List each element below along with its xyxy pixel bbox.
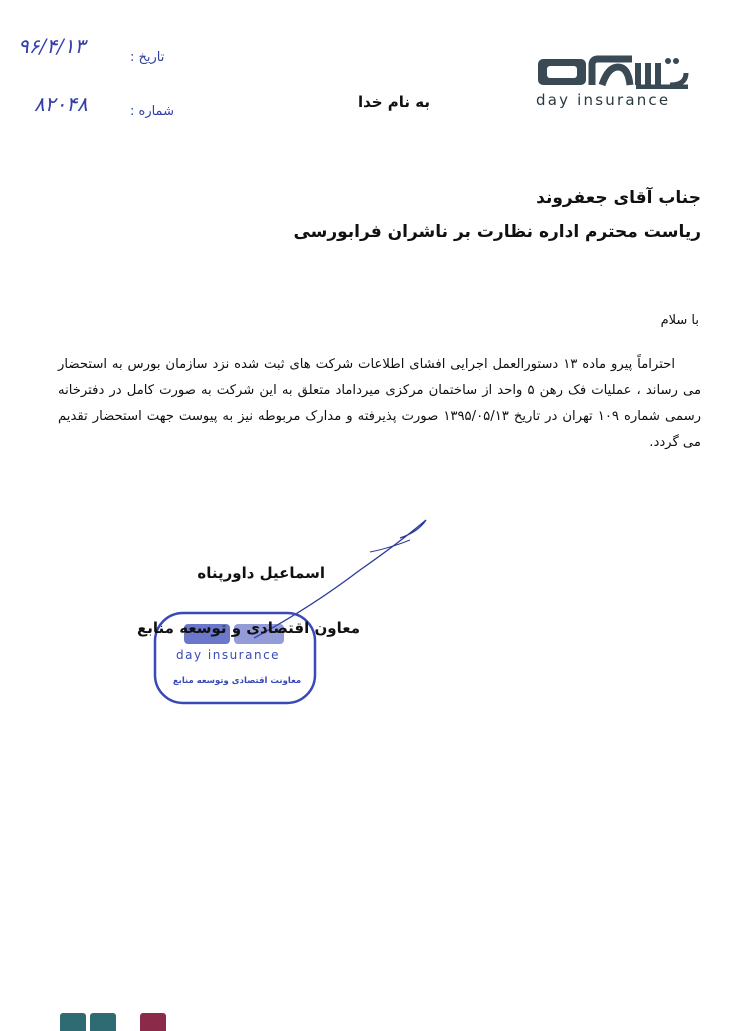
signatory-name: اسماعیل داورپناه <box>197 564 325 582</box>
company-logo <box>528 55 698 115</box>
footer-square <box>140 1013 166 1031</box>
letter-body: احتراماً پیرو ماده ۱۳ دستورالعمل اجرایی افشای اطلاعات شرکت های ثبت شده نزد سازمان بورس به استحضار می رساند ، عملیات فک رهن ۵ واحد از ساختمان مرکزی میرداماد متعلق به این شرکت به صورت کامل در دفترخانه رسمی شماره ۱۰۹ تهران در تاریخ ۱۳۹۵/۰۵/۱۳ صورت پذیرفته و مدارک مربوطه نیز به پیوست جهت استحضار تقدیم می گردد. <box>58 357 702 450</box>
footer-square <box>90 1013 116 1031</box>
date-value: ۹۶/۴/۱۳ <box>18 34 86 58</box>
number-label: شماره : <box>130 104 174 119</box>
bismillah: به نام خدا <box>357 93 430 111</box>
footer-decoration <box>60 1013 170 1031</box>
stamp-subtitle: day insurance <box>176 648 281 662</box>
stamp-department: معاونت اقتصادی وتوسعه منابع <box>172 676 302 686</box>
addressee <box>271 188 701 242</box>
addressee-name: جناب آقای جعفروند <box>536 188 701 208</box>
letter-meta <box>18 34 198 124</box>
greeting: با سلام <box>660 313 699 328</box>
addressee-title: ریاست محترم اداره نظارت بر ناشران فرابورسی <box>293 222 701 242</box>
number-value: ۸۲۰۴۸ <box>34 92 88 116</box>
logo-mark-icon <box>536 55 692 89</box>
logo-subtitle: day insurance <box>536 91 671 109</box>
signatory-title: معاون اقتصادی و توسعه منابع <box>137 619 360 637</box>
footer-square <box>60 1013 86 1031</box>
date-label: تاریخ : <box>130 50 165 65</box>
